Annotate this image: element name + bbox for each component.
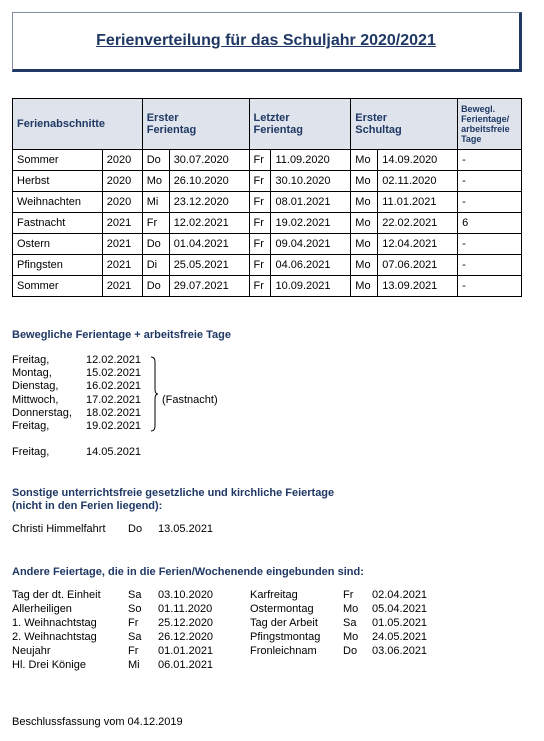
section-heading-other-sub: (nicht in den Ferien liegend):	[12, 500, 163, 512]
holiday-name: Tag der dt. Einheit	[12, 589, 101, 601]
movable-day: Freitag,	[12, 446, 50, 458]
cell-date: 29.07.2021	[169, 276, 249, 297]
cell-name: Ostern	[13, 234, 103, 255]
holiday-name: Hl. Drei Könige	[12, 659, 86, 671]
cell-day: Mo	[351, 213, 378, 234]
cell-year: 2021	[102, 276, 142, 297]
section-heading-holidays: Andere Feiertage, die in die Ferien/Wochenende eingebunden sind:	[12, 566, 364, 578]
holiday-name: Fronleichnam	[250, 645, 317, 657]
movable-day: Donnerstag,	[12, 407, 72, 419]
cell-day: Fr	[249, 171, 271, 192]
holiday-day: Fr	[343, 589, 354, 601]
table-row	[13, 234, 522, 255]
holiday-date: 03.10.2020	[158, 589, 214, 601]
holiday-date: 26.12.2020	[158, 631, 214, 643]
cell-name: Herbst	[13, 171, 103, 192]
holiday-date: 06.01.2021	[158, 659, 214, 671]
cell-name: Sommer	[13, 276, 103, 297]
cell-date: 14.09.2020	[378, 150, 458, 171]
cell-date: 22.02.2021	[378, 213, 458, 234]
header-first-day: Erster Ferientag	[142, 99, 249, 150]
holiday-day: Fr	[128, 617, 139, 629]
holiday-day: Fr	[128, 645, 139, 657]
cell-day: Fr	[142, 213, 169, 234]
movable-day: Freitag,	[12, 354, 50, 366]
movable-date: 17.02.2021	[86, 394, 142, 406]
cell-day: Mo	[351, 255, 378, 276]
cell-name: Fastnacht	[13, 213, 103, 234]
footer-resolution: Beschlussfassung vom 04.12.2019	[12, 716, 183, 728]
section-heading-other: Sonstige unterrichtsfreie gesetzliche und kirchliche Feiertage	[12, 487, 335, 499]
movable-day: Dienstag,	[12, 380, 59, 392]
cell-name: Pfingsten	[13, 255, 103, 276]
cell-extra: -	[458, 192, 522, 213]
table-row	[13, 171, 522, 192]
header-last-day: Letzter Ferientag	[249, 99, 351, 150]
holiday-day: Mi	[128, 659, 140, 671]
cell-day: Fr	[249, 213, 271, 234]
cell-year: 2021	[102, 255, 142, 276]
cell-date: 23.12.2020	[169, 192, 249, 213]
cell-extra: -	[458, 171, 522, 192]
cell-day: Do	[142, 150, 169, 171]
holiday-date: 24.05.2021	[372, 631, 428, 643]
table-header-row	[13, 99, 522, 150]
cell-name: Weihnachten	[13, 192, 103, 213]
holiday-day: Mo	[343, 603, 359, 615]
holiday-date: 01.01.2021	[158, 645, 214, 657]
holiday-day: Mo	[343, 631, 359, 643]
holiday-day: Sa	[343, 617, 357, 629]
other-free-day: Do	[128, 523, 143, 535]
fastnacht-label: (Fastnacht)	[162, 394, 218, 406]
movable-date: 18.02.2021	[86, 407, 142, 419]
cell-day: Fr	[249, 276, 271, 297]
holiday-name: 1. Weihnachtstag	[12, 617, 97, 629]
cell-date: 26.10.2020	[169, 171, 249, 192]
holiday-table	[12, 98, 522, 297]
cell-day: Mo	[351, 234, 378, 255]
header-section: Ferienabschnitte	[13, 99, 143, 150]
cell-date: 30.07.2020	[169, 150, 249, 171]
holiday-date: 01.11.2020	[158, 603, 213, 615]
holiday-name: Pfingstmontag	[250, 631, 321, 643]
cell-day: Di	[142, 255, 169, 276]
holiday-name: 2. Weihnachtstag	[12, 631, 97, 643]
section-heading-movable: Bewegliche Ferientage + arbeitsfreie Tage	[12, 329, 231, 341]
other-free-date: 13.05.2021	[158, 523, 214, 535]
movable-date: 15.02.2021	[86, 367, 142, 379]
cell-date: 12.04.2021	[378, 234, 458, 255]
table-row	[13, 213, 522, 234]
cell-date: 04.06.2021	[271, 255, 351, 276]
movable-date: 14.05.2021	[86, 446, 142, 458]
cell-date: 19.02.2021	[271, 213, 351, 234]
cell-date: 07.06.2021	[378, 255, 458, 276]
cell-extra: 6	[458, 213, 522, 234]
page-title: Ferienverteilung für das Schuljahr 2020/2021	[96, 32, 436, 49]
cell-day: Mo	[351, 192, 378, 213]
cell-day: Mo	[351, 150, 378, 171]
cell-day: Mo	[142, 171, 169, 192]
cell-day: Fr	[249, 234, 271, 255]
holiday-name: Ostermontag	[250, 603, 314, 615]
holiday-day: Sa	[128, 589, 142, 601]
holiday-name: Allerheiligen	[12, 603, 72, 615]
holiday-day: Sa	[128, 631, 142, 643]
header-movable: Bewegl. Ferientage/ arbeitsfreie Tage	[458, 99, 522, 150]
cell-extra: -	[458, 255, 522, 276]
holiday-date: 03.06.2021	[372, 645, 428, 657]
cell-day: Mi	[142, 192, 169, 213]
title-box	[12, 12, 522, 72]
movable-date: 16.02.2021	[86, 380, 142, 392]
movable-day: Montag,	[12, 367, 52, 379]
cell-date: 02.11.2020	[378, 171, 458, 192]
cell-date: 08.01.2021	[271, 192, 351, 213]
table-row	[13, 255, 522, 276]
table-row	[13, 192, 522, 213]
cell-date: 11.01.2021	[378, 192, 458, 213]
holiday-date: 01.05.2021	[372, 617, 428, 629]
cell-day: Mo	[351, 276, 378, 297]
holiday-date: 25.12.2020	[158, 617, 214, 629]
movable-date: 19.02.2021	[86, 420, 142, 432]
cell-year: 2021	[102, 213, 142, 234]
cell-date: 13.09.2021	[378, 276, 458, 297]
movable-date: 12.02.2021	[86, 354, 142, 366]
cell-date: 10.09.2021	[271, 276, 351, 297]
cell-date: 01.04.2021	[169, 234, 249, 255]
cell-day: Fr	[249, 150, 271, 171]
cell-date: 11.09.2020	[271, 150, 351, 171]
curly-brace-icon	[150, 356, 158, 432]
holiday-date: 02.04.2021	[372, 589, 428, 601]
holiday-date: 05.04.2021	[372, 603, 428, 615]
table-row	[13, 276, 522, 297]
cell-extra: -	[458, 276, 522, 297]
other-free-name: Christi Himmelfahrt	[12, 523, 106, 535]
holiday-day: Do	[343, 645, 358, 657]
cell-day: Mo	[351, 171, 378, 192]
cell-year: 2020	[102, 192, 142, 213]
holiday-name: Karfreitag	[250, 589, 298, 601]
cell-day: Fr	[249, 192, 271, 213]
table-row	[13, 150, 522, 171]
header-school-day: Erster Schultag	[351, 99, 458, 150]
cell-year: 2020	[102, 150, 142, 171]
cell-date: 30.10.2020	[271, 171, 351, 192]
cell-day: Do	[142, 276, 169, 297]
cell-extra: -	[458, 234, 522, 255]
cell-year: 2020	[102, 171, 142, 192]
cell-date: 25.05.2021	[169, 255, 249, 276]
cell-date: 12.02.2021	[169, 213, 249, 234]
cell-extra: -	[458, 150, 522, 171]
holiday-day: So	[128, 603, 142, 615]
cell-day: Fr	[249, 255, 271, 276]
movable-day: Mittwoch,	[12, 394, 59, 406]
cell-day: Do	[142, 234, 169, 255]
cell-year: 2021	[102, 234, 142, 255]
cell-date: 09.04.2021	[271, 234, 351, 255]
cell-name: Sommer	[13, 150, 103, 171]
holiday-name: Neujahr	[12, 645, 51, 657]
movable-day: Freitag,	[12, 420, 50, 432]
holiday-name: Tag der Arbeit	[250, 617, 318, 629]
